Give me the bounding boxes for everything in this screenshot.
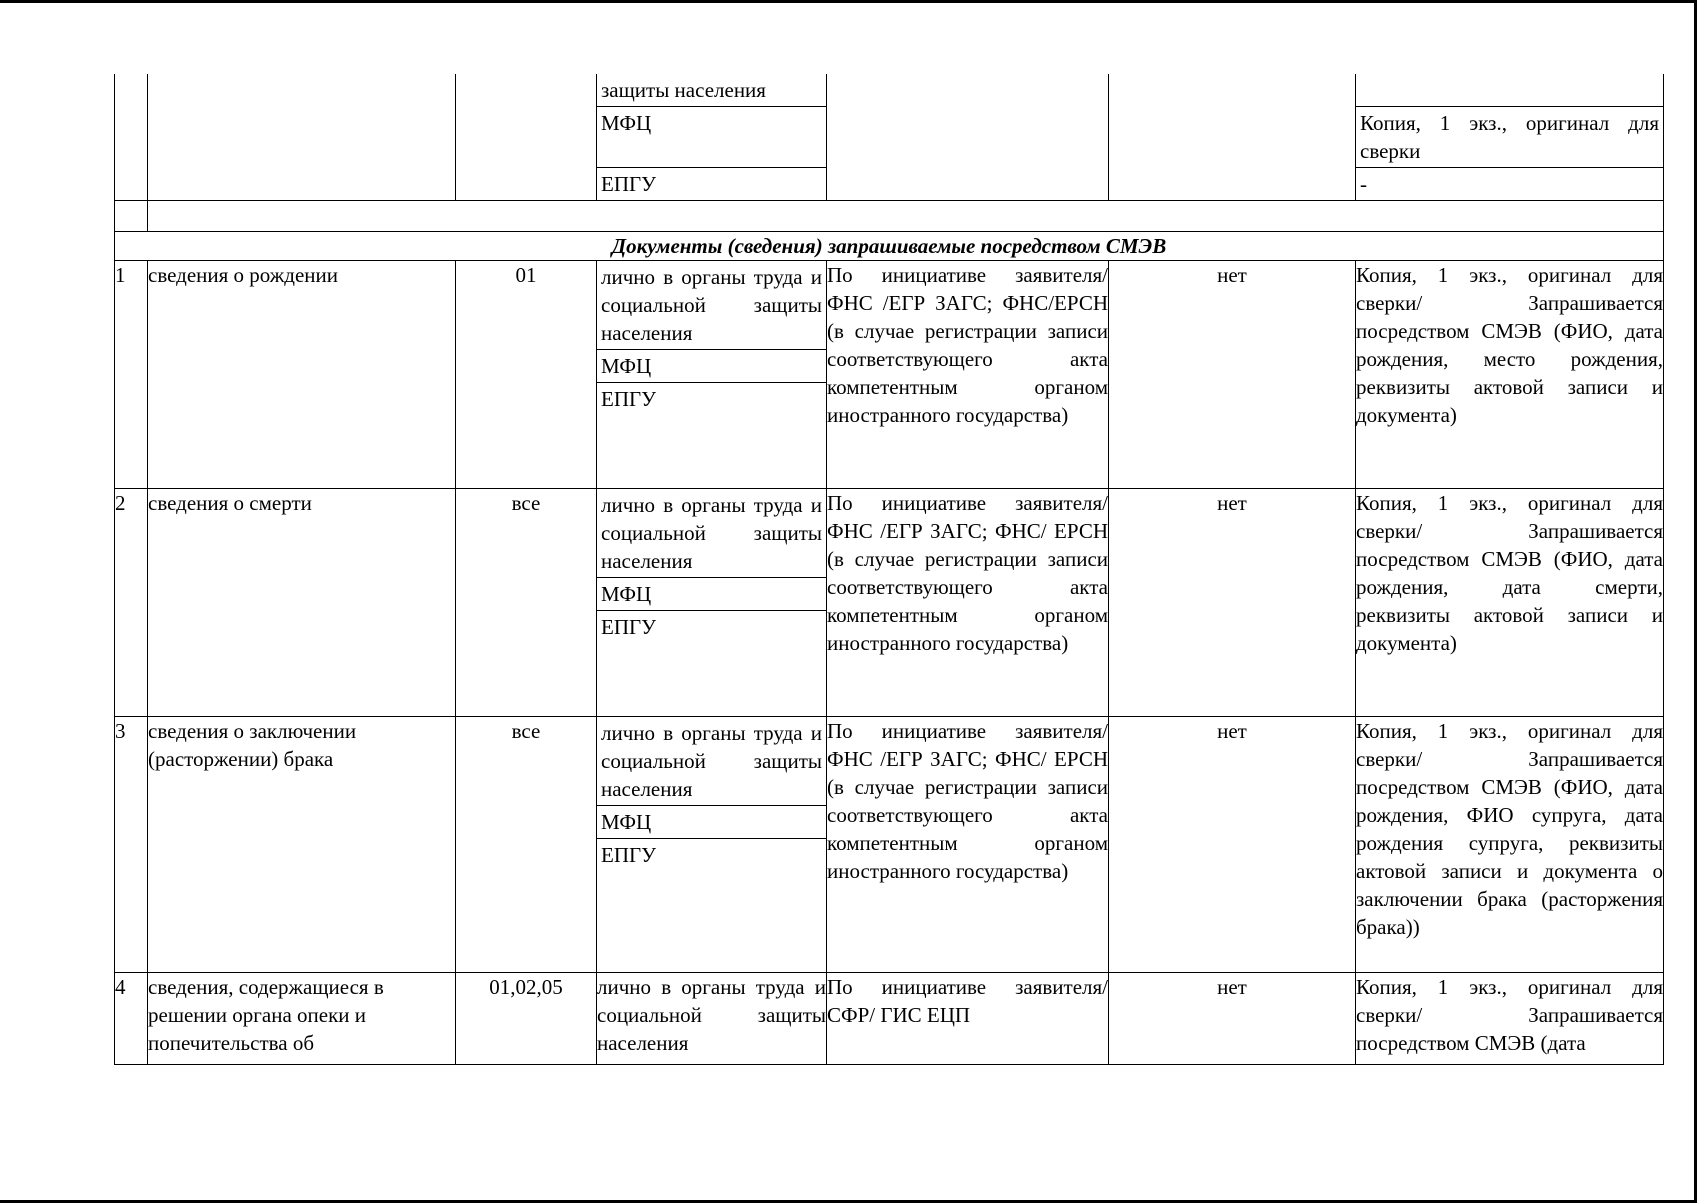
form-blank — [1356, 74, 1663, 107]
table-row — [115, 261, 1664, 489]
row-ways — [597, 261, 827, 489]
way-item: МФЦ — [597, 578, 826, 611]
row-source: По инициативе заявителя/ ФНС /ЕГР ЗАГС; ФНС/ЕРСН (в случае регистрации записи соответствующего акта компетентным органом иностранного государства) — [827, 261, 1109, 489]
cell-source — [827, 74, 1109, 201]
cell-num — [115, 201, 148, 232]
cell-num — [115, 74, 148, 201]
blank-cell — [148, 201, 1664, 232]
row-source: По инициативе заявителя/ СФР/ ГИС ЕЦП — [827, 973, 1109, 1065]
row-form: Копия, 1 экз., оригинал для сверки/ Запрашивается посредством СМЭВ (ФИО, дата рождения, место рождения, реквизиты актовой записи и документа) — [1356, 261, 1664, 489]
form-line: - — [1360, 172, 1367, 196]
section-header-row — [115, 232, 1664, 261]
row-number: 2 — [115, 489, 148, 717]
row-number: 3 — [115, 717, 148, 973]
row-flag: нет — [1109, 717, 1356, 973]
way-item: лично в органы труда и социальной защиты населения — [597, 717, 826, 806]
row-codes: все — [456, 489, 597, 717]
row-flag: нет — [1109, 973, 1356, 1065]
way-item: МФЦ — [597, 107, 826, 168]
way-item: МФЦ — [597, 350, 826, 383]
cell-form — [1356, 74, 1664, 201]
row-codes: все — [456, 717, 597, 973]
way-item: защиты населения — [597, 74, 826, 107]
row-form: Копия, 1 экз., оригинал для сверки/ Запрашивается посредством СМЭВ (дата — [1356, 973, 1664, 1065]
table-row — [115, 973, 1664, 1065]
section-title: Документы (сведения) запрашиваемые посредством СМЭВ — [115, 232, 1664, 261]
cell-name — [148, 74, 456, 201]
row-source: По инициативе заявителя/ ФНС /ЕГР ЗАГС; ФНС/ ЕРСН (в случае регистрации записи соответствующего акта компетентным органом иностранного государства) — [827, 489, 1109, 717]
row-ways — [597, 717, 827, 973]
table-row — [115, 489, 1664, 717]
row-codes: 01 — [456, 261, 597, 489]
form-line: Копия, 1 экз., оригинал для сверки — [1356, 107, 1663, 168]
documents-table — [114, 74, 1664, 1065]
way-item: лично в органы труда и социальной защиты населения — [597, 261, 826, 350]
row-document-name: сведения о заключении (расторжении) брака — [148, 717, 456, 973]
way-item: ЕПГУ — [601, 172, 657, 196]
cell-flag — [1109, 74, 1356, 201]
continuation-row — [115, 74, 1664, 201]
row-flag: нет — [1109, 489, 1356, 717]
way-item: лично в органы труда и социальной защиты населения — [597, 489, 826, 578]
blank-row — [115, 201, 1664, 232]
cell-codes — [456, 74, 597, 201]
row-source: По инициативе заявителя/ ФНС /ЕГР ЗАГС; ФНС/ ЕРСН (в случае регистрации записи соответствующего акта компетентным органом иностранного государства) — [827, 717, 1109, 973]
row-form: Копия, 1 экз., оригинал для сверки/ Запрашивается посредством СМЭВ (ФИО, дата рождения, ФИО супруга, дата рождения супруга, реквизиты актовой записи и документа о заключении брака (расторжения брака)) — [1356, 717, 1664, 973]
way-item: ЕПГУ — [601, 615, 657, 639]
row-number: 1 — [115, 261, 148, 489]
row-flag: нет — [1109, 261, 1356, 489]
row-ways: лично в органы труда и социальной защиты населения — [597, 973, 827, 1065]
row-form: Копия, 1 экз., оригинал для сверки/ Запрашивается посредством СМЭВ (ФИО, дата рождения, дата смерти, реквизиты актовой записи и документа) — [1356, 489, 1664, 717]
way-item: МФЦ — [597, 806, 826, 839]
row-document-name: сведения, содержащиеся в решении органа опеки и попечительства об — [148, 973, 456, 1065]
way-item: ЕПГУ — [601, 387, 657, 411]
row-number: 4 — [115, 973, 148, 1065]
cell-ways — [597, 74, 827, 201]
way-item: ЕПГУ — [601, 843, 657, 867]
table-row — [115, 717, 1664, 973]
row-ways — [597, 489, 827, 717]
row-document-name: сведения о смерти — [148, 489, 456, 717]
row-document-name: сведения о рождении — [148, 261, 456, 489]
row-codes: 01,02,05 — [456, 973, 597, 1065]
